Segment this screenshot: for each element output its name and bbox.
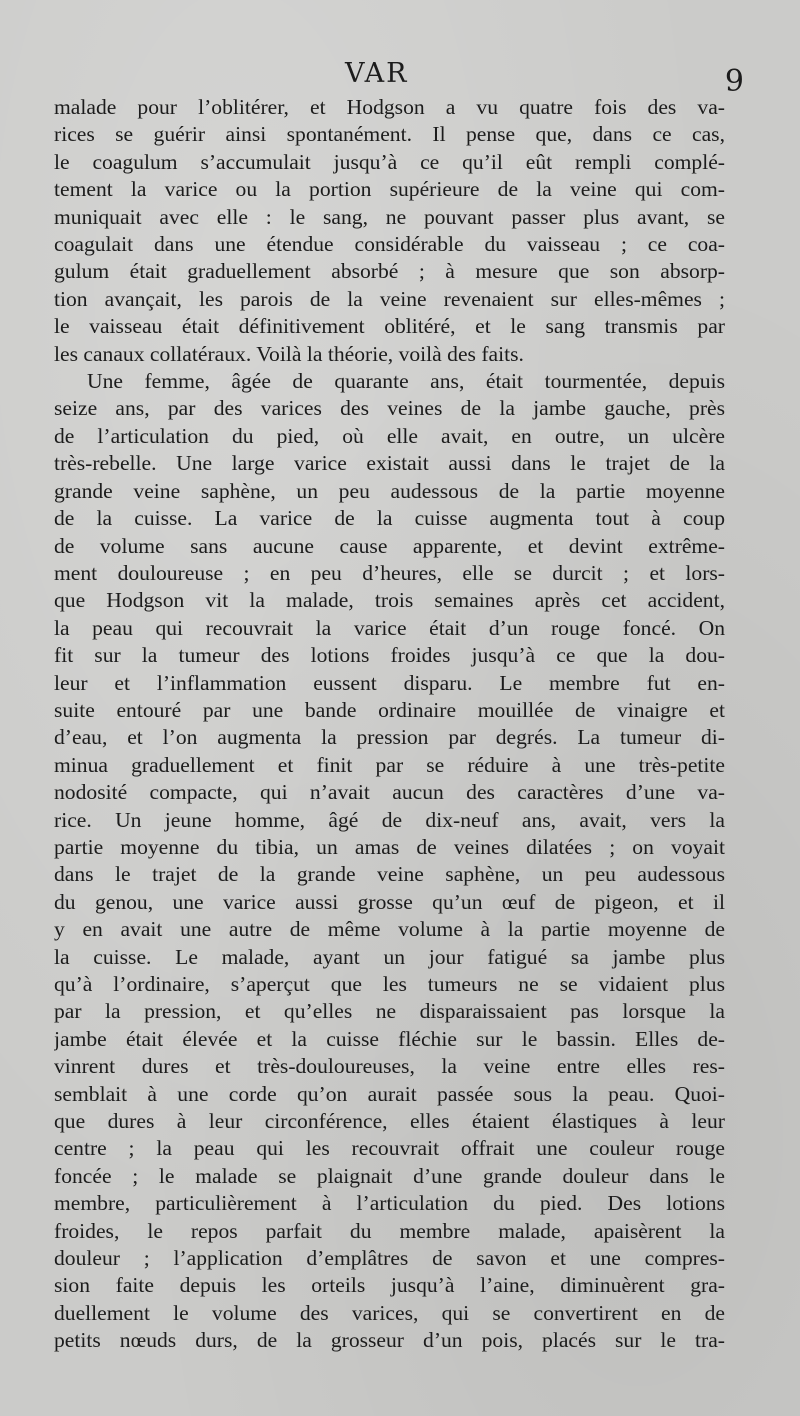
text-line: de la cuisse. La varice de la cuisse augmenta tout à coup <box>54 506 725 531</box>
text-line: leur et l’inflammation eussent disparu. Le membre fut en- <box>54 670 725 695</box>
text-line: rice. Un jeune homme, âgé de dix-neuf ans, avait, vers la <box>54 807 725 832</box>
text-line: vinrent dures et très-douloureuses, la veine entre elles res- <box>54 1054 725 1079</box>
text-line: ment douloureuse ; en peu d’heures, elle se durcit ; et lors- <box>54 560 725 585</box>
text-line: tement la varice ou la portion supérieure de la veine qui com- <box>54 177 725 202</box>
text-line: jambe était élevée et la cuisse fléchie sur le bassin. Elles de- <box>54 1026 725 1051</box>
text-line: très-rebelle. Une large varice existait aussi dans le trajet de la <box>54 451 725 476</box>
text-line: membre, particulièrement à l’articulation du pied. Des lotions <box>54 1191 725 1216</box>
text-line: d’eau, et l’on augmenta la pression par degrés. La tumeur di- <box>54 725 725 750</box>
text-line: Une femme, âgée de quarante ans, était tourmentée, depuis <box>87 369 725 394</box>
text-line: la cuisse. Le malade, ayant un jour fatigué sa jambe plus <box>54 944 725 969</box>
text-line: le vaisseau était définitivement oblitéré, et le sang transmis par <box>54 314 725 339</box>
text-line: duellement le volume des varices, qui se convertirent en de <box>54 1300 725 1325</box>
page-number: 9 <box>724 64 744 99</box>
text-line: nodosité compacte, qui n’avait aucun des caractères d’une va- <box>54 780 725 805</box>
text-line: centre ; la peau qui les recouvrait offrait une couleur rouge <box>54 1136 725 1161</box>
text-line: froides, le repos parfait du membre malade, apaisèrent la <box>54 1218 725 1243</box>
text-line: muniquait avec elle : le sang, ne pouvant passer plus avant, se <box>54 204 725 229</box>
text-line: gulum était graduellement absorbé ; à mesure que son absorp- <box>54 259 725 284</box>
text-line: dans le trajet de la grande veine saphène, un peu audessous <box>54 862 725 887</box>
text-line: petits nœuds durs, de la grosseur d’un pois, placés sur le tra- <box>54 1328 725 1353</box>
text-line: la peau qui recouvrait la varice était d’un rouge foncé. On <box>54 615 725 640</box>
text-line: minua graduellement et finit par se réduire à une très-petite <box>54 752 725 777</box>
running-head: VAR <box>345 58 409 89</box>
text-line: du genou, une varice aussi grosse qu’un œuf de pigeon, et il <box>54 889 725 914</box>
text-line: y en avait une autre de même volume à la partie moyenne de <box>54 917 725 942</box>
text-line: seize ans, par des varices des veines de la jambe gauche, près <box>54 396 725 421</box>
body-text <box>54 94 725 1355</box>
text-line: partie moyenne du tibia, un amas de veines dilatées ; on voyait <box>54 834 725 859</box>
text-line: malade pour l’oblitérer, et Hodgson a vu quatre fois des va- <box>54 95 725 119</box>
text-line: de volume sans aucune cause apparente, et devint extrême- <box>54 533 725 558</box>
text-line: grande veine saphène, un peu audessous de la partie moyenne <box>54 478 725 503</box>
text-line: rices se guérir ainsi spontanément. Il pense que, dans ce cas, <box>54 122 725 147</box>
text-line: de l’articulation du pied, où elle avait, en outre, un ulcère <box>54 423 725 448</box>
text-line: tion avançait, les parois de la veine revenaient sur elles-mêmes ; <box>54 286 725 311</box>
text-line: sion faite depuis les orteils jusqu’à l’aine, diminuèrent gra- <box>54 1273 725 1298</box>
text-line: suite entouré par une bande ordinaire mouillée de vinaigre et <box>54 697 725 722</box>
text-line: qu’à l’ordinaire, s’aperçut que les tumeurs ne se vidaient plus <box>54 972 725 996</box>
text-line: coagulait dans une étendue considérable du vaisseau ; ce coa- <box>54 232 725 257</box>
text-line: foncée ; le malade se plaignait d’une grande douleur dans le <box>54 1163 725 1188</box>
text-line: que Hodgson vit la malade, trois semaines après cet accident, <box>54 588 725 613</box>
text-line: semblait à une corde qu’on aurait passée sous la peau. Quoi- <box>54 1081 725 1106</box>
text-line: les canaux collatéraux. Voilà la théorie, voilà des faits. <box>54 341 524 366</box>
text-line: par la pression, et qu’elles ne disparaissaient pas lorsque la <box>54 999 725 1024</box>
text-line: le coagulum s’accumulait jusqu’à ce qu’il eût rempli complé- <box>54 149 725 174</box>
text-line: douleur ; l’application d’emplâtres de savon et une compres- <box>54 1246 725 1271</box>
text-line: que dures à leur circonférence, elles étaient élastiques à leur <box>54 1109 725 1134</box>
text-line: fit sur la tumeur des lotions froides jusqu’à ce que la dou- <box>54 643 725 668</box>
